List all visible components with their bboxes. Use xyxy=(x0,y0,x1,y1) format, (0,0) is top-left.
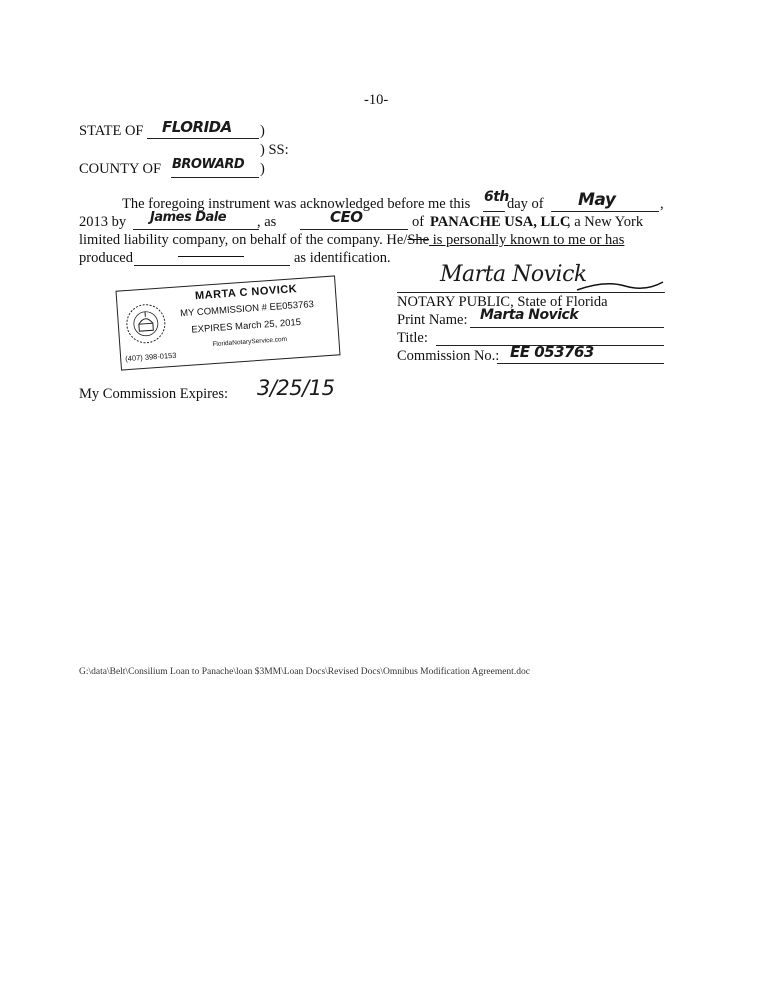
stamp-name: MARTA C NOVICK xyxy=(194,283,298,303)
state-label: STATE OF xyxy=(79,123,144,139)
month-handwritten-value: May xyxy=(578,190,616,210)
ack-line3 xyxy=(79,232,624,249)
county-label: COUNTY OF xyxy=(79,161,162,177)
county-bracket: ) xyxy=(260,161,265,177)
signature-flourish xyxy=(575,276,665,296)
stamp-expires: EXPIRES March 25, 2015 xyxy=(191,316,302,336)
stamp-commission: MY COMMISSION # EE053763 xyxy=(179,298,315,320)
ss-label: ) SS: xyxy=(260,142,289,158)
notary-signature: Marta Novick xyxy=(440,262,587,287)
ack-line3-post: is personally known to me or has xyxy=(429,232,625,248)
title-underline xyxy=(300,229,408,230)
day-handwritten-value: 6th xyxy=(484,189,509,205)
month-underline xyxy=(551,211,659,212)
state-bracket: ) xyxy=(260,123,265,139)
notary-seal-icon xyxy=(122,296,170,351)
ack-line1-text: The foregoing instrument was acknowledged before me this xyxy=(122,196,471,212)
name-underline xyxy=(133,229,259,230)
signature-underline xyxy=(397,292,665,293)
stamp-website: FloridaNotaryService.com xyxy=(212,335,288,349)
ack-line2-year: 2013 by xyxy=(79,214,127,230)
commission-expires-handwritten: 3/25/15 xyxy=(257,376,335,400)
notary-public-label: NOTARY PUBLIC, State of Florida xyxy=(397,294,608,310)
ack-line3-she-struck: She xyxy=(407,232,430,248)
name-handwritten-value: James Dale xyxy=(150,210,227,225)
commission-no-underline xyxy=(497,363,664,364)
commission-no-label: Commission No.: xyxy=(397,348,500,364)
id-strike-line xyxy=(178,256,244,257)
page-number: -10- xyxy=(364,92,389,108)
print-name-underline xyxy=(470,327,664,328)
print-name-label: Print Name: xyxy=(397,312,468,328)
title-handwritten-value: CEO xyxy=(330,208,363,226)
id-underline xyxy=(134,265,290,266)
ack-line3-pre: limited liability company, on behalf of the company. He/ xyxy=(79,232,408,248)
notary-stamp xyxy=(115,275,340,370)
ack-line4-produced: produced xyxy=(79,250,133,266)
state-handwritten-value: FLORIDA xyxy=(162,118,232,136)
ack-line1-day-of: day of xyxy=(507,196,544,212)
ack-line1-comma: , xyxy=(660,196,664,212)
stamp-phone: (407) 398-0153 xyxy=(124,350,177,364)
title-label: Title: xyxy=(397,330,428,346)
county-handwritten-value: BROWARD xyxy=(172,157,245,172)
day-underline xyxy=(483,211,505,212)
print-name-handwritten: Marta Novick xyxy=(480,307,579,323)
county-underline xyxy=(171,177,259,178)
commission-expires-label: My Commission Expires: xyxy=(79,386,229,402)
footer-file-path: G:\data\Belt\Consilium Loan to Panache\loan $3MM\Loan Docs\Revised Docs\Omnibus Modification Agreement.doc xyxy=(79,667,530,677)
state-underline xyxy=(147,138,259,139)
ack-line2-as: , as xyxy=(257,214,277,230)
ack-line2-newyork: , a New York xyxy=(567,214,644,230)
company-name: PANACHE USA, LLC xyxy=(430,214,571,230)
ack-line4-identification: as identification. xyxy=(294,250,391,266)
commission-no-handwritten: EE 053763 xyxy=(510,343,594,361)
ack-line2-of: of xyxy=(412,214,425,230)
